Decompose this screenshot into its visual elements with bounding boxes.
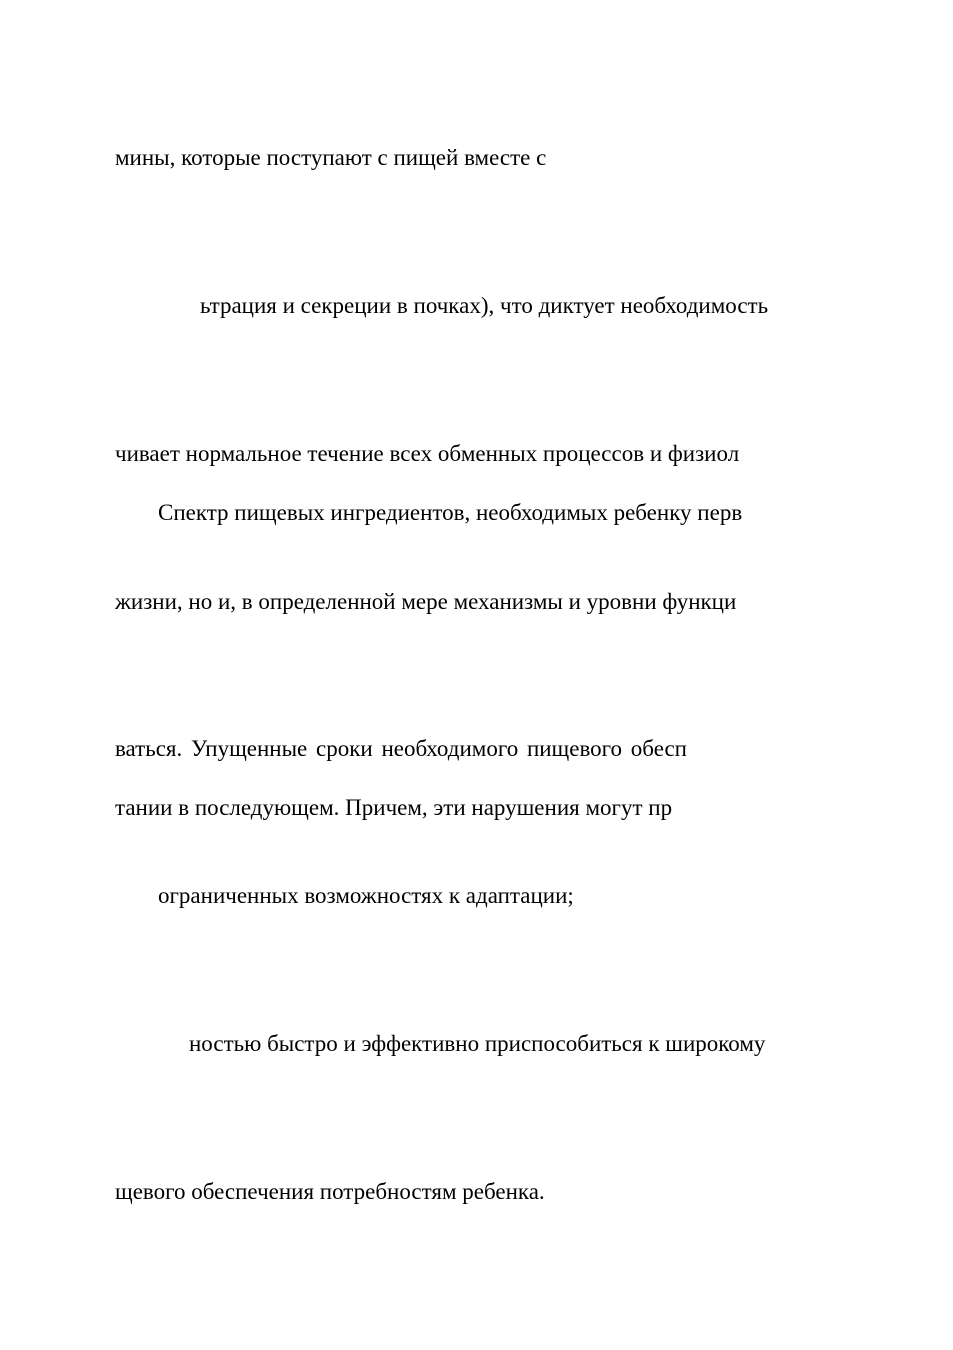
text-line: ностью быстро и эффективно приспособиться к широкому [189, 1031, 766, 1056]
text-line: ограниченных возможностях к адаптации; [158, 883, 574, 908]
text-line: ьтрация и секреции в почках), что диктует необходимость [200, 293, 769, 318]
text-line: ваться. Упущенные сроки необходимого пищевого обесп [115, 736, 687, 761]
text-line: жизни, но и, в определенной мере механизмы и уровни функци [115, 589, 737, 614]
text-line: щевого обеспечения потребностям ребенка. [115, 1179, 545, 1204]
text-line: Спектр пищевых ингредиентов, необходимых ребенку перв [158, 500, 743, 525]
text-line: тании в последующем. Причем, эти нарушения могут пр [115, 795, 673, 820]
text-line: чивает нормальное течение всех обменных процессов и физиол [115, 441, 740, 466]
text-line: мины, которые поступают с пищей вместе с [115, 145, 547, 170]
